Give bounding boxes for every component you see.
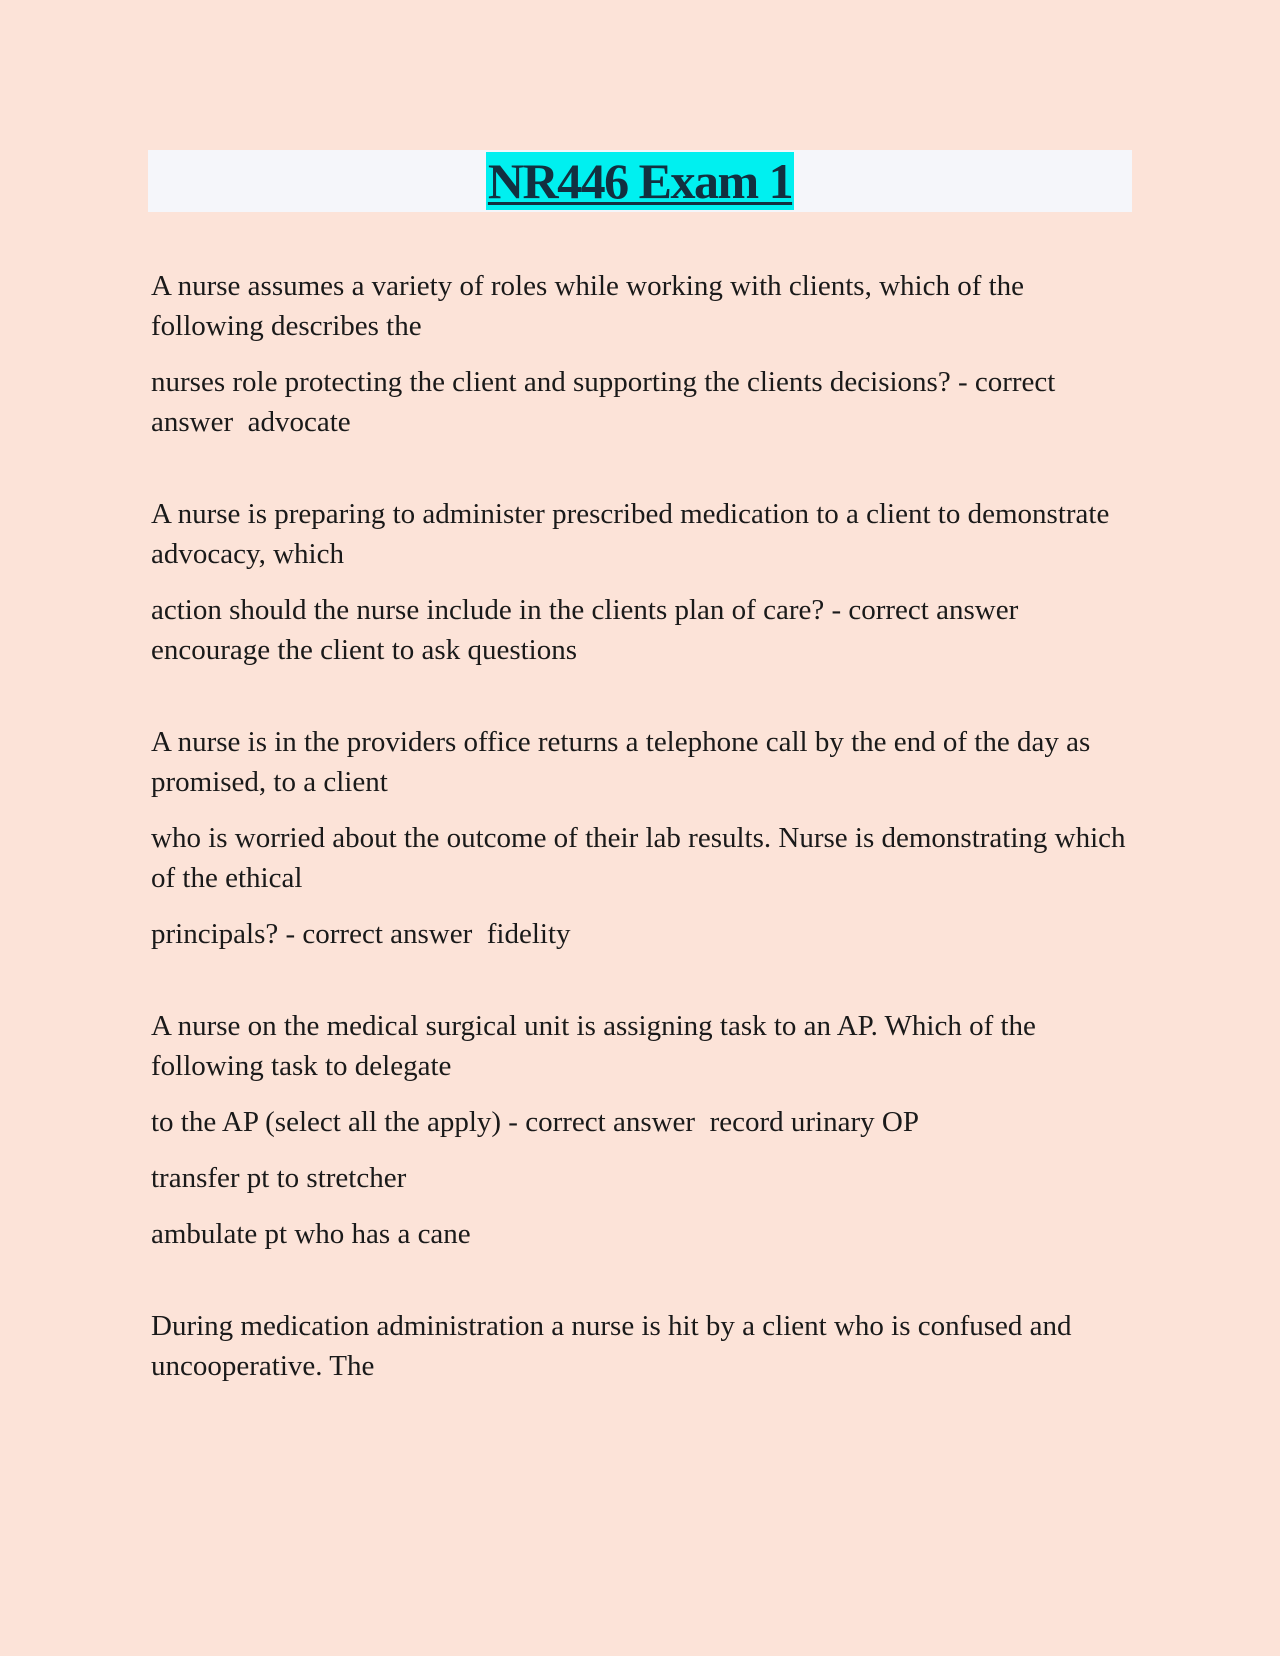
title-banner [148, 150, 1132, 212]
question-answer-text: principals? - correct answer fidelity [151, 918, 571, 950]
document-title: NR446 Exam 1 [487, 153, 793, 209]
question-answer-text: nurses role protecting the client and supporting the clients decisions? - correct answer advocate [151, 366, 1063, 438]
question-block-4 [151, 1006, 1141, 1254]
question-block-2 [151, 494, 1141, 670]
question-text-continued: who is worried about the outcome of their lab results. Nurse is demonstrating which of the ethical [151, 822, 1133, 894]
question-text: A nurse is in the providers office returns a telephone call by the end of the day as promised, to a client [151, 726, 1098, 798]
question-block-3 [151, 722, 1141, 954]
question-text: A nurse is preparing to administer prescribed medication to a client to demonstrate advocacy, which [151, 498, 1117, 570]
question-text: During medication administration a nurse is hit by a client who is confused and uncooperative. The [151, 1310, 1079, 1382]
question-text: A nurse assumes a variety of roles while working with clients, which of the following describes the [151, 270, 1032, 342]
answer-item: transfer pt to stretcher [151, 1162, 407, 1194]
question-text: A nurse on the medical surgical unit is assigning task to an AP. Which of the following task to delegate [151, 1010, 1044, 1082]
answer-item: ambulate pt who has a cane [151, 1218, 471, 1250]
question-answer-text: action should the nurse include in the clients plan of care? - correct answer encourage the client to ask questions [151, 594, 1033, 666]
question-answer-text: to the AP (select all the apply) - correct answer record urinary OP [151, 1106, 919, 1138]
document-body [151, 266, 1141, 1438]
question-block-1 [151, 266, 1141, 442]
question-block-5 [151, 1306, 1141, 1386]
